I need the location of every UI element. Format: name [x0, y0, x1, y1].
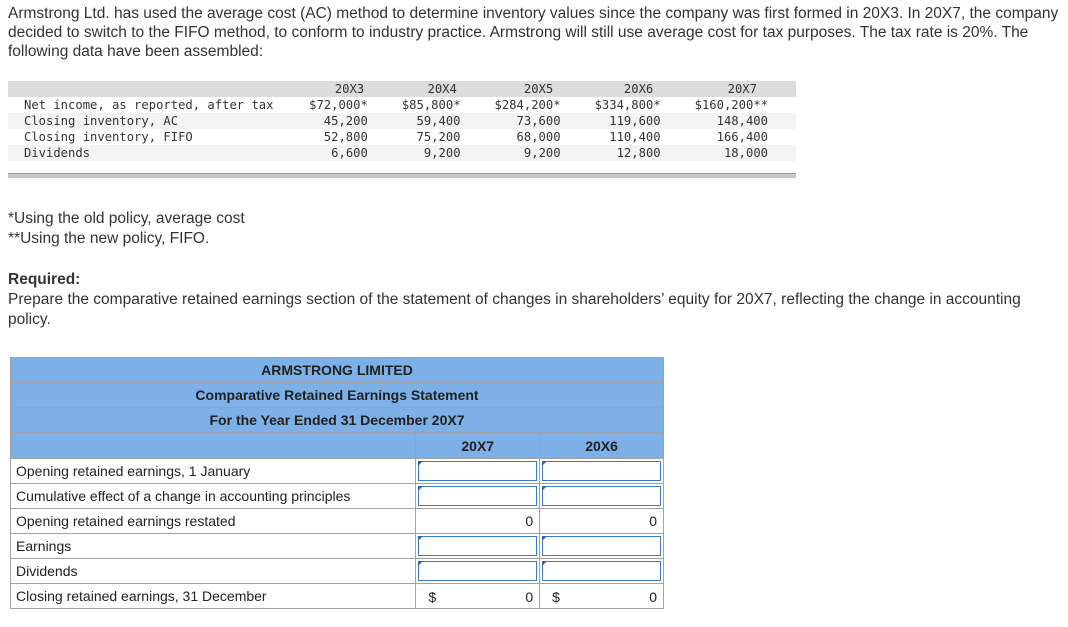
- data-table-header: 20X3: [334, 82, 365, 96]
- table-cell: $160,200**: [694, 98, 768, 112]
- input-cell: [416, 484, 540, 509]
- data-table-header: 20X4: [427, 82, 457, 96]
- row-label: Closing inventory, AC: [24, 114, 179, 128]
- closing-20x6-value: 0: [649, 589, 657, 605]
- opening-20x6-input[interactable]: [542, 461, 661, 481]
- problem-intro: Armstrong Ltd. has used the average cost (AC) method to determine inventory values since the company was first formed in 20X3. In 20X7, the company decided to switch to the FIFO method, to conform to industry practice. Armstrong will still use average cost for tax purposes. The tax rate is 20%. The following data have been assembled:: [8, 5, 1059, 60]
- input-cell: [540, 559, 664, 584]
- statement-period: For the Year Ended 31 December 20X7: [11, 408, 664, 433]
- row-label-closing: Closing retained earnings, 31 December: [11, 584, 416, 609]
- table-row: [11, 509, 664, 534]
- table-cell: 119,600: [609, 114, 661, 128]
- footnote-new-policy: **Using the new policy, FIFO.: [8, 230, 210, 247]
- opening-20x7-input[interactable]: [418, 461, 537, 481]
- required-section: [8, 270, 1066, 330]
- row-label-dividends: Dividends: [11, 559, 416, 584]
- row-label: Dividends: [24, 146, 91, 160]
- data-table-header: 20X5: [523, 82, 554, 96]
- data-table-header: 20X7: [727, 82, 757, 96]
- table-cell: $284,200*: [494, 98, 561, 112]
- data-table-header: [8, 81, 303, 97]
- table-row: [8, 97, 796, 113]
- dollar-sign: $: [552, 589, 560, 605]
- table-cell: 45,200: [323, 114, 368, 128]
- table-cell: 12,800: [616, 146, 661, 160]
- input-cell: [540, 534, 664, 559]
- data-table-header: 20X6: [623, 82, 654, 96]
- dividends-20x6-input[interactable]: [542, 561, 661, 581]
- input-cell: [540, 459, 664, 484]
- table-cell: 68,000: [516, 130, 561, 144]
- statement-title: Comparative Retained Earnings Statement: [11, 383, 664, 408]
- table-cell: 9,200: [523, 146, 561, 160]
- table-cell: $85,800*: [401, 98, 461, 112]
- table-row: [8, 145, 796, 161]
- statement-company: ARMSTRONG LIMITED: [11, 358, 664, 383]
- table-cell: 18,000: [723, 146, 768, 160]
- table-row: [11, 459, 664, 484]
- table-cell: 73,600: [516, 114, 561, 128]
- cumulative-20x6-input[interactable]: [542, 486, 661, 506]
- data-table-container: [8, 81, 796, 178]
- closing-20x6-cell: [540, 584, 664, 609]
- retained-earnings-statement: [10, 357, 664, 609]
- table-cell: 110,400: [609, 130, 661, 144]
- table-row: [11, 534, 664, 559]
- data-table-header-row: [8, 81, 796, 97]
- input-cell: [416, 534, 540, 559]
- column-header-20x7: 20X7: [416, 433, 540, 459]
- table-row: [11, 484, 664, 509]
- row-label-opening: Opening retained earnings, 1 January: [11, 459, 416, 484]
- table-cell: 59,400: [416, 114, 461, 128]
- table-cell: 75,200: [416, 130, 461, 144]
- footnotes: [8, 209, 245, 249]
- input-cell: [540, 484, 664, 509]
- data-table-footer-bar: [8, 173, 796, 178]
- required-heading: Required:: [8, 271, 81, 288]
- cumulative-20x7-input[interactable]: [418, 486, 537, 506]
- table-row: [11, 559, 664, 584]
- footnote-old-policy: *Using the old policy, average cost: [8, 210, 245, 227]
- statement-header-blank: [11, 433, 416, 459]
- required-text: Prepare the comparative retained earnings section of the statement of changes in shareholders’ equity for 20X7, reflecting the change in accounting policy.: [8, 291, 1021, 328]
- table-row: [11, 584, 664, 609]
- row-label-earnings: Earnings: [11, 534, 416, 559]
- dividends-20x7-input[interactable]: [418, 561, 537, 581]
- earnings-20x7-input[interactable]: [418, 536, 537, 556]
- row-label: Net income, as reported, after tax: [24, 98, 274, 112]
- row-label-restated: Opening retained earnings restated: [11, 509, 416, 534]
- restated-20x6-value: 0: [540, 509, 664, 534]
- table-row: [8, 113, 796, 129]
- table-cell: 166,400: [716, 130, 768, 144]
- table-cell: 52,800: [323, 130, 368, 144]
- earnings-20x6-input[interactable]: [542, 536, 661, 556]
- input-cell: [416, 459, 540, 484]
- closing-20x7-cell: [416, 584, 540, 609]
- table-cell: 6,600: [331, 146, 368, 160]
- table-cell: 9,200: [423, 146, 461, 160]
- input-cell: [416, 559, 540, 584]
- table-cell: $334,800*: [594, 98, 661, 112]
- table-cell: $72,000*: [309, 98, 368, 112]
- column-header-20x6: 20X6: [540, 433, 664, 459]
- row-label: Closing inventory, FIFO: [24, 130, 193, 144]
- data-table: [8, 81, 796, 161]
- restated-20x7-value: 0: [416, 509, 540, 534]
- table-cell: 148,400: [716, 114, 768, 128]
- table-row: [8, 129, 796, 145]
- closing-20x7-value: 0: [525, 589, 534, 605]
- dollar-sign: $: [428, 589, 437, 605]
- row-label-cumulative: Cumulative effect of a change in accounting principles: [11, 484, 416, 509]
